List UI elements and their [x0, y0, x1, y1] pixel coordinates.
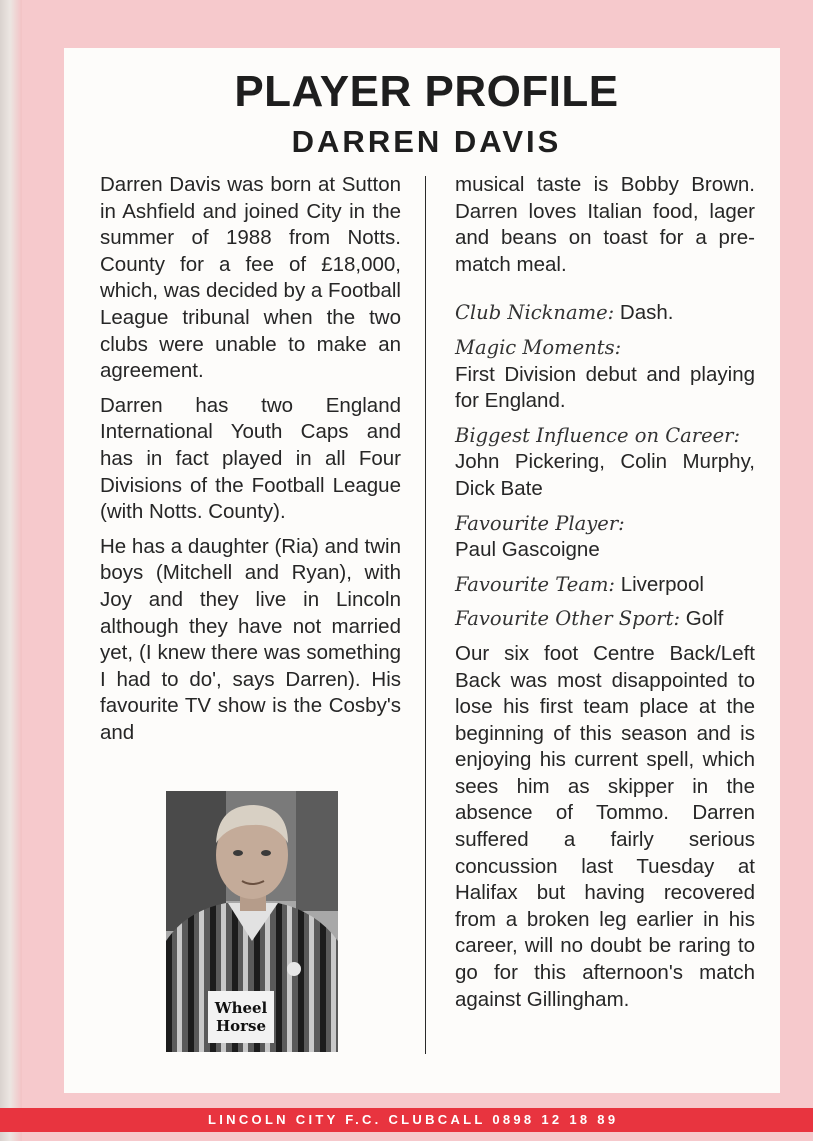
bio-continuation: musical taste is Bobby Brown. Darren loves Italian food, lager and beans on toast for a pre-match meal. — [455, 173, 755, 276]
left-column — [100, 172, 401, 754]
player-name: DARREN DAVIS — [291, 124, 562, 159]
fact-value: Golf — [685, 607, 724, 631]
fact-label: Favourite Other Sport: — [455, 607, 681, 631]
fact-label: Biggest Influence on Career: — [455, 423, 741, 447]
bio-paragraph-1: Darren Davis was born at Sutton in Ashfield and joined City in the summer of 1988 from Notts. County for a fee of £18,000, which, was decided by a Football League tribunal when the two clubs were unable to make an agreement. — [100, 173, 401, 383]
fact-label: Favourite Team: — [455, 572, 615, 596]
fact-list — [455, 300, 755, 633]
footer-clubcall-text: LINCOLN CITY F.C. CLUBCALL 0898 12 18 89 — [208, 1112, 619, 1127]
bio-paragraph-3: He has a daughter (Ria) and twin boys (Mitchell and Ryan), with Joy and they live in Lincoln although they have not married yet, (I knew there was something I had to do', says Darren). His favourite TV show is the Cosby's and — [100, 534, 401, 744]
fact-club-nickname — [455, 300, 755, 327]
closing-paragraph: Our six foot Centre Back/Left Back was most disappointed to lose his first team place at the beginning of this season and is enjoying his current spell, which sees him as skipper in the absence of Tommo. Darren suffered a fairly serious concussion last Tuesday at Halifax but having recovered from a broken leg earlier in his career, will no doubt be raring to go for this afternoon's match against Gillingham. — [455, 641, 755, 1011]
fact-biggest-influence — [455, 423, 755, 503]
shirt-sponsor-line-2: Horse — [215, 1017, 267, 1035]
fact-value: Paul Gascoigne — [455, 538, 600, 562]
player-photo — [166, 791, 338, 1052]
column-divider — [425, 176, 426, 1054]
fact-magic-moments — [455, 335, 755, 415]
shirt-sponsor-line-1: Wheel — [214, 999, 268, 1017]
booklet-spine — [0, 0, 22, 1141]
fact-favourite-team — [455, 572, 755, 599]
page-title: PLAYER PROFILE — [234, 67, 619, 116]
fact-label: Favourite Player: — [455, 511, 625, 535]
fact-value: John Pickering, Colin Murphy, Dick Bate — [455, 450, 755, 500]
right-column — [455, 172, 755, 1021]
bio-paragraph-2: Darren has two England International Youth Caps and has in fact played in all Four Divisions of the Football League (with Notts. County). — [100, 393, 401, 524]
fact-label: Magic Moments: — [455, 335, 622, 359]
fact-favourite-other-sport — [455, 606, 755, 633]
fact-label: Club Nickname: — [455, 301, 615, 325]
fact-value: Dash. — [619, 301, 674, 325]
fact-favourite-player — [455, 511, 755, 564]
player-photo-graphic — [166, 791, 338, 1052]
fact-value: First Division debut and playing for England. — [455, 362, 755, 413]
fact-value: Liverpool — [620, 572, 704, 596]
